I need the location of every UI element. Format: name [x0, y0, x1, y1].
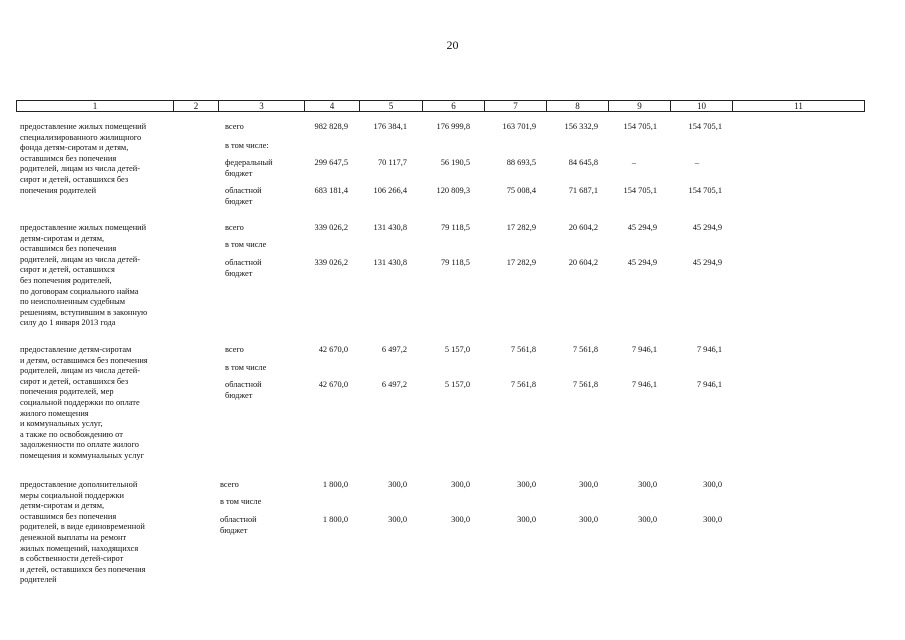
column-number: 4	[305, 101, 360, 112]
description-line: предоставление дополнительной	[20, 480, 138, 489]
column-number: 6	[423, 101, 485, 112]
row-label-regional: областной	[220, 515, 257, 524]
description-line: предоставление детям-сиротам	[20, 345, 132, 354]
value-cell: 131 430,8	[373, 223, 407, 232]
value-cell: 154 705,1	[623, 186, 657, 195]
value-cell: 79 118,5	[440, 258, 470, 267]
value-cell: 88 693,5	[506, 158, 536, 167]
value-cell: 683 181,4	[314, 186, 348, 195]
description-line: предоставление жилых помещений	[20, 122, 147, 131]
value-cell: 300,0	[638, 515, 657, 524]
description-line: задолженности по оплате жилого	[20, 440, 139, 450]
value-cell: 71 687,1	[568, 186, 598, 195]
page-number: 20	[446, 38, 459, 52]
description-line: социальной поддержки по оплате	[20, 398, 140, 407]
row-label-total: всего	[225, 345, 244, 354]
column-number: 10	[671, 101, 733, 112]
value-cell: –	[694, 158, 700, 167]
row-label-regional: областной	[225, 258, 262, 267]
description-line: жилого помещения	[20, 408, 89, 418]
value-cell: 6 497,2	[381, 345, 407, 354]
description-line: и коммунальных услуг,	[20, 419, 103, 429]
value-cell: 300,0	[388, 515, 407, 524]
description-line: силу до 1 января 2013 года	[20, 318, 116, 328]
row-label-regional: бюджет	[225, 196, 253, 206]
value-cell: 70 117,7	[377, 158, 407, 167]
value-cell: 75 008,4	[506, 186, 536, 195]
value-cell: 7 946,1	[696, 380, 722, 389]
description-line: сирот и детей, оставшихся без	[20, 175, 129, 184]
value-cell: 154 705,1	[623, 122, 657, 131]
value-cell: 106 266,4	[373, 186, 407, 195]
description-line: родителей, лицам из числа детей-	[20, 164, 140, 174]
row-label-total: всего	[225, 223, 244, 232]
value-cell: 42 670,0	[318, 345, 348, 354]
column-number: 1	[17, 101, 174, 112]
value-cell: 339 026,2	[314, 223, 348, 232]
value-cell: 5 157,0	[444, 380, 470, 389]
value-cell: 45 294,9	[692, 223, 722, 232]
value-cell: 339 026,2	[314, 258, 348, 267]
value-cell: 6 497,2	[381, 380, 407, 389]
column-number: 9	[609, 101, 671, 112]
description-line: помещения и коммунальных услуг	[20, 451, 145, 460]
value-cell: 176 384,1	[373, 122, 407, 131]
value-cell: 84 645,8	[568, 158, 598, 167]
description-line: сирот и детей, оставшихся	[20, 265, 115, 275]
row-label-federal: бюджет	[225, 168, 253, 178]
column-number-header	[16, 100, 865, 112]
value-cell: 120 809,3	[436, 186, 470, 195]
value-cell: 982 828,9	[314, 122, 348, 131]
row-label-regional: бюджет	[225, 268, 253, 278]
description-line: специализированного жилищного	[20, 132, 142, 142]
description-line: а также по освобождению от	[20, 429, 123, 439]
description-line: родителей, лицам из числа детей-	[20, 254, 140, 264]
column-number: 11	[733, 101, 865, 112]
row-label-including: в том числе	[225, 363, 267, 372]
description-line: в собственности детей-сирот	[20, 554, 124, 564]
value-cell: 300,0	[703, 515, 722, 524]
row-label-including: в том числе:	[225, 141, 269, 150]
row-label-regional: бюджет	[220, 525, 248, 535]
value-cell: 56 190,5	[440, 158, 470, 167]
description-line: попечения родителей, мер	[20, 387, 114, 397]
description-line: меры социальной поддержки	[20, 490, 125, 500]
value-cell: 45 294,9	[627, 258, 657, 267]
value-cell: 7 946,1	[631, 345, 657, 354]
value-cell: 17 282,9	[506, 258, 536, 267]
value-cell: 156 332,9	[564, 122, 598, 131]
value-cell: 163 701,9	[502, 122, 536, 131]
description-line: детям-сиротам и детям,	[20, 501, 105, 511]
value-cell: 17 282,9	[506, 223, 536, 232]
value-cell: 42 670,0	[318, 380, 348, 389]
description-line: родителей	[20, 575, 57, 585]
value-cell: 300,0	[579, 480, 598, 489]
row-label-regional: областной	[225, 186, 262, 195]
description-line: жилых помещений, находящихся	[20, 543, 139, 553]
value-cell: 7 561,8	[510, 345, 536, 354]
value-cell: 300,0	[451, 515, 470, 524]
description-line: денежной выплаты на ремонт	[20, 533, 127, 542]
description-line: и детей, оставшихся без попечения	[20, 564, 146, 574]
value-cell: 176 999,8	[436, 122, 470, 131]
value-cell: 7 561,8	[572, 380, 598, 389]
value-cell: 154 705,1	[688, 122, 722, 131]
value-cell: 300,0	[517, 515, 536, 524]
value-cell: 7 946,1	[696, 345, 722, 354]
description-line: оставшимся без попечения	[20, 244, 117, 254]
value-cell: 7 561,8	[510, 380, 536, 389]
value-cell: 5 157,0	[444, 345, 470, 354]
value-cell: 79 118,5	[440, 223, 470, 232]
description-line: попечения родителей	[20, 185, 97, 195]
value-cell: 45 294,9	[692, 258, 722, 267]
value-cell: 300,0	[451, 480, 470, 489]
row-label-including: в том числе	[225, 240, 267, 249]
column-number: 2	[174, 101, 219, 112]
description-line: и детям, оставшимся без попечения	[20, 355, 148, 365]
row-label-total: всего	[220, 480, 239, 489]
description-line: без попечения родителей,	[20, 276, 112, 285]
row-label-regional: бюджет	[225, 390, 253, 400]
description-line: оставшимся без попечения	[20, 511, 117, 521]
value-cell: –	[631, 158, 637, 167]
column-number: 7	[485, 101, 547, 112]
value-cell: 45 294,9	[627, 223, 657, 232]
value-cell: 300,0	[388, 480, 407, 489]
description-line: по неисполненным судебным	[20, 297, 125, 307]
description-line: решениям, вступившим в законную	[20, 307, 148, 317]
row-label-including: в том числе	[220, 497, 262, 506]
description-line: оставшимся без попечения	[20, 153, 117, 163]
column-number: 5	[360, 101, 423, 112]
description-line: родителей, лицам из числа детей-	[20, 366, 140, 376]
value-cell: 300,0	[703, 480, 722, 489]
column-number: 3	[219, 101, 305, 112]
value-cell: 7 561,8	[572, 345, 598, 354]
description-line: сирот и детей, оставшихся без	[20, 376, 129, 386]
value-cell: 154 705,1	[688, 186, 722, 195]
row-label-federal: федеральный	[225, 158, 273, 167]
value-cell: 1 800,0	[322, 480, 348, 489]
value-cell: 300,0	[517, 480, 536, 489]
value-cell: 7 946,1	[631, 380, 657, 389]
row-label-regional: областной	[225, 380, 262, 389]
row-label-total: всего	[225, 122, 244, 131]
value-cell: 300,0	[638, 480, 657, 489]
value-cell: 1 800,0	[322, 515, 348, 524]
description-line: родителей, в виде единовременной	[20, 522, 145, 532]
value-cell: 299 647,5	[314, 158, 348, 167]
description-line: предоставление жилых помещений	[20, 223, 147, 232]
value-cell: 20 604,2	[568, 223, 598, 232]
description-line: фонда детям-сиротам и детям,	[20, 143, 129, 153]
column-number: 8	[547, 101, 609, 112]
description-line: детям-сиротам и детям,	[20, 233, 105, 243]
description-line: по договорам социального найма	[20, 286, 139, 296]
value-cell: 131 430,8	[373, 258, 407, 267]
value-cell: 20 604,2	[568, 258, 598, 267]
value-cell: 300,0	[579, 515, 598, 524]
